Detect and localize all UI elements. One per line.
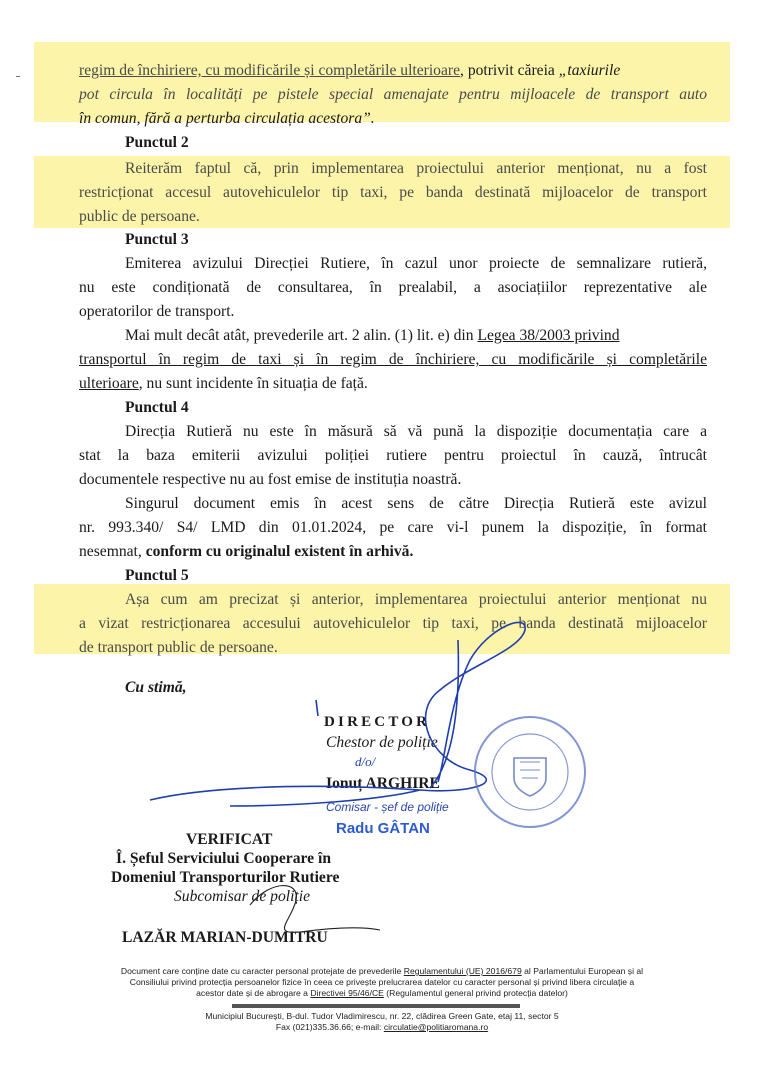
verificat-line-2: Domeniul Transporturilor Rutiere bbox=[111, 869, 340, 886]
punctul-4-b3: nesemnat, conform cu originalul existent în arhivă. bbox=[79, 543, 414, 560]
substitute-name: Radu GÂTAN bbox=[336, 820, 430, 837]
director-initial-stroke bbox=[316, 700, 318, 716]
punctul-5-heading: Punctul 5 bbox=[125, 567, 189, 584]
director-name: Ionuț ARGHIRE bbox=[326, 775, 440, 792]
punctul-3-b1: Mai mult decât atât, prevederile art. 2 alin. (1) lit. e) din Legea 38/2003 privind bbox=[125, 327, 620, 344]
signature-note: d/o/ bbox=[355, 754, 376, 769]
p1-line-1: regim de închiriere, cu modificările și completările ulterioare, potrivit căreia „taxiurile bbox=[79, 62, 621, 79]
punctul-3-a1: Emiterea avizului Direcției Rutiere, în cazul unor proiecte de semnalizare rutieră, bbox=[125, 255, 707, 272]
email-link[interactable]: circulatie@politiaromana.ro bbox=[383, 1022, 489, 1032]
footer-divider bbox=[232, 1004, 520, 1008]
punctul-2-line-2: restricționat accesul autovehiculelor tip taxi, pe banda destinată mijloacelor de transport bbox=[79, 184, 707, 201]
substitute-rank: Comisar - șef de poliție bbox=[326, 800, 449, 814]
punctul-5-line-1: Așa cum am precizat și anterior, implementarea proiectului anterior menționat nu bbox=[125, 591, 707, 608]
director-rank: Chestor de poliție bbox=[326, 734, 438, 751]
punctul-2-line-1: Reiterăm faptul că, prin implementarea proiectului anterior menționat, nu a fost bbox=[125, 160, 707, 177]
law-38-2003-link: Legea 38/2003 privind bbox=[477, 327, 620, 344]
footer-disclaimer: Document care conține date cu caracter personal protejate de prevederile Regulamentului (UE) 2016/679 al Parlamentului European și al Consiliului privind protecția persoanelor fizice în ceea ce privește prelucrarea datelor cu caracter personal și privind libera circulație a acestor date și de abrogare a Directivei 95/46/CE (Regulamentul general privind protecția datelor) bbox=[120, 966, 644, 998]
verificat-line-1: Î. Șeful Serviciului Cooperare în bbox=[116, 850, 331, 867]
verificat-title: VERIFICAT bbox=[186, 831, 273, 848]
p1-line-2: pot circula în localități pe pistele special amenajate pentru mijloacele de transport auto bbox=[79, 86, 707, 103]
punctul-2-heading: Punctul 2 bbox=[125, 134, 189, 151]
p1-law-link: regim de închiriere, cu modificările și completările ulterioare bbox=[79, 62, 461, 79]
punctul-5-line-3: de transport public de persoane. bbox=[79, 639, 278, 656]
punctul-4-b2: nr. 993.340/ S4/ LMD din 01.01.2024, pe care vi-l punem la dispoziție, în format bbox=[79, 519, 707, 536]
punctul-2-line-3: public de persoane. bbox=[79, 208, 200, 225]
director-signature bbox=[150, 622, 525, 806]
directive-link[interactable]: Directivei 95/46/CE bbox=[310, 988, 384, 998]
punctul-4-b1: Singurul document emis în acest sens de către Direcția Rutieră este avizul bbox=[125, 495, 707, 512]
punctul-3-heading: Punctul 3 bbox=[125, 231, 189, 248]
punctul-5-line-2: a vizat restricționarea accesului autovehiculelor tip taxi, pe banda destinată mijloacelor bbox=[79, 615, 707, 632]
p1-line-3: în comun, fără a perturba circulația acestora”. bbox=[79, 110, 375, 127]
punctul-3-b2: transportul în regim de taxi și în regim de închiriere, cu modificările și completările bbox=[79, 351, 707, 368]
footer-address: Municipiul București, B-dul. Tudor Vladimirescu, nr. 22, clădirea Green Gate, etaj 11, sector 5 Fax (021)335.36.66; e-mail: circulatie@politiaromana.ro bbox=[205, 1011, 559, 1032]
punctul-4-a3: documentele respective nu au fost emise de instituția noastră. bbox=[79, 471, 462, 488]
regulation-link[interactable]: Regulamentului (UE) 2016/679 bbox=[403, 966, 522, 976]
director-title: DIRECTOR bbox=[324, 714, 431, 730]
verificat-signature bbox=[250, 886, 380, 933]
verificat-rank: Subcomisar de poliție bbox=[174, 888, 310, 905]
punctul-3-b3: ulterioare, nu sunt incidente în situația de față. bbox=[79, 375, 368, 392]
official-stamp bbox=[475, 717, 585, 827]
closing-salutation: Cu stimă, bbox=[125, 679, 187, 696]
punctul-3-a3: operatorilor de transport. bbox=[79, 303, 235, 320]
punctul-4-a2: stat la baza emiterii avizului poliției rutiere pentru proiectul în cauză, întrucât bbox=[79, 447, 707, 464]
verificat-name: LAZĂR MARIAN-DUMITRU bbox=[122, 929, 328, 946]
punctul-4-a1: Direcția Rutieră nu este în măsură să vă pună la dispoziție documentația care a bbox=[125, 423, 707, 440]
punctul-4-heading: Punctul 4 bbox=[125, 399, 189, 416]
punctul-3-a2: nu este condiționată de consultarea, în prealabil, a asociațiilor reprezentative ale bbox=[79, 279, 707, 296]
